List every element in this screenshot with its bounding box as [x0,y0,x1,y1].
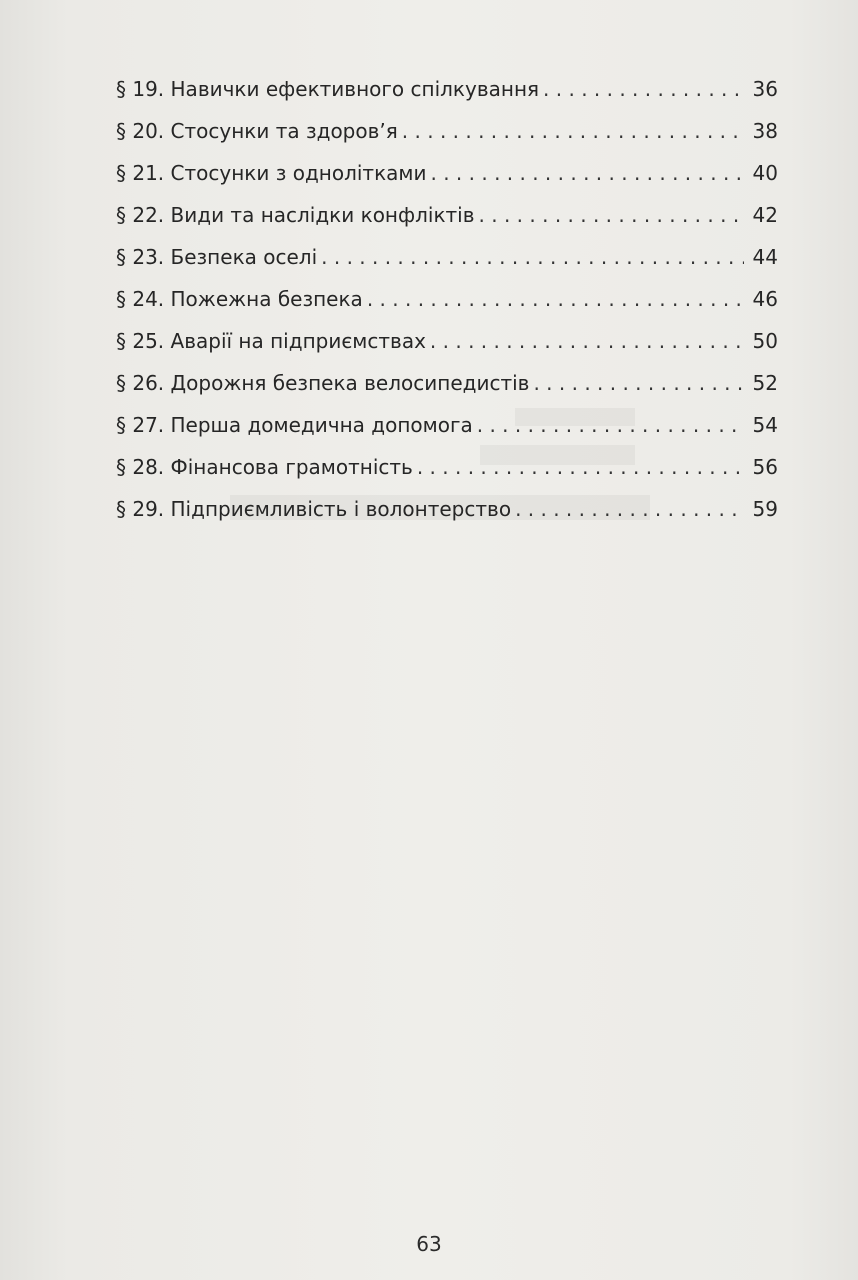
toc-entry-page: 50 [752,329,778,353]
toc-entry-page: 56 [752,455,778,479]
dot-leader [515,488,744,530]
toc-entry-title: § 27. Перша домедична допомога [116,413,473,437]
toc-entry-title: § 22. Види та наслідки конфліктів [116,203,475,227]
toc-entry-title: § 19. Навички ефективного спілкування [116,77,540,101]
toc-entry-22 [116,194,778,236]
dot-leader [367,278,744,320]
toc-entry-page: 46 [752,287,778,311]
toc-entry-28 [116,446,778,488]
toc-entry-page: 38 [752,119,778,143]
toc-entry-title: § 21. Стосунки з однолітками [116,161,427,185]
dot-leader [417,446,744,488]
toc-entry-title: § 25. Аварії на підприємствах [116,329,426,353]
toc-entry-title: § 23. Безпека оселі [116,245,318,269]
toc-entry-24 [116,278,778,320]
dot-leader [477,404,744,446]
toc-entry-20 [116,110,778,152]
toc-entry-title: § 20. Стосунки та здоров’я [116,119,398,143]
toc-entry-19 [116,68,778,110]
toc-entry-21 [116,152,778,194]
toc-entry-26 [116,362,778,404]
toc-entry-page: 54 [752,413,778,437]
toc-entry-title: § 26. Дорожня безпека велосипедистів [116,371,530,395]
toc-entry-page: 44 [752,245,778,269]
toc-entry-page: 59 [752,497,778,521]
toc-entry-page: 36 [752,77,778,101]
dot-leader [543,68,744,110]
toc-entry-page: 40 [752,161,778,185]
toc-entry-title: § 28. Фінансова грамотність [116,455,413,479]
toc-entry-29 [116,488,778,530]
toc-entry-23 [116,236,778,278]
toc-entry-27 [116,404,778,446]
dot-leader [479,194,744,236]
page-number: 63 [416,1232,442,1256]
dot-leader [430,320,744,362]
toc-entry-title: § 29. Підприємливість і волонтерство [116,497,512,521]
dot-leader [431,152,745,194]
dot-leader [321,236,744,278]
dot-leader [533,362,744,404]
toc-entry-page: 42 [752,203,778,227]
toc-entry-title: § 24. Пожежна безпека [116,287,363,311]
dot-leader [402,110,744,152]
table-of-contents [116,68,778,530]
toc-entry-page: 52 [752,371,778,395]
toc-entry-25 [116,320,778,362]
